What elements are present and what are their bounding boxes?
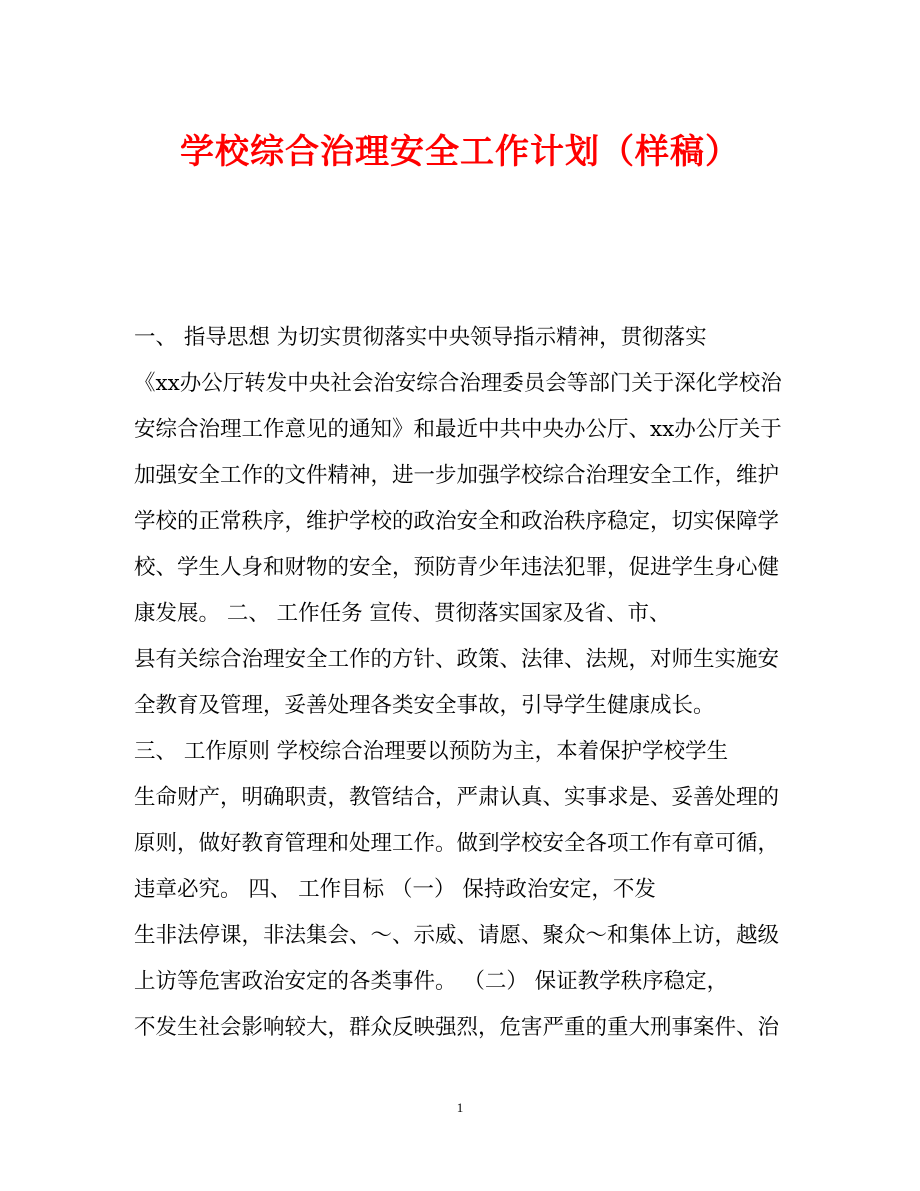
body-line: 全教育及管理，妥善处理各类安全事故，引导学生健康成长。 — [134, 693, 715, 718]
body-line: 生非法停课，非法集会、～、示威、请愿、聚众～和集体上访，越级 — [134, 923, 780, 948]
body-line: 生命财产，明确职责，教管结合，严肃认真、实事求是、妥善处理的 — [134, 785, 780, 810]
body-line: 违章必究。 四、 工作目标 （一） 保持政治安定，不发 — [134, 877, 656, 902]
body-line: 康发展。 二、 工作任务 宣传、贯彻落实国家及省、市、 — [134, 601, 671, 626]
body-line: 安综合治理工作意见的通知》和最近中共中央办公厅、xx办公厅关于 — [134, 417, 782, 442]
body-line: 县有关综合治理安全工作的方针、政策、法律、法规，对师生实施安 — [134, 647, 780, 672]
body-line: 原则，做好教育管理和处理工作。做到学校安全各项工作有章可循， — [134, 831, 780, 856]
document-title: 学校综合治理安全工作计划（样稿） — [180, 132, 740, 172]
body-line: 不发生社会影响较大，群众反映强烈，危害严重的重大刑事案件、治 — [134, 1015, 780, 1040]
body-line: 一、 指导思想 为切实贯彻落实中央领导指示精神，贯彻落实 — [134, 325, 707, 350]
page-number: 1 — [456, 1100, 464, 1115]
body-line: 校、学生人身和财物的安全，预防青少年违法犯罪，促进学生身心健 — [134, 555, 780, 580]
body-line: 加强安全工作的文件精神，进一步加强学校综合治理安全工作，维护 — [134, 463, 780, 488]
body-line: 《xx办公厅转发中央社会治安综合治理委员会等部门关于深化学校治 — [134, 371, 782, 396]
body-line: 学校的正常秩序，维护学校的政治安全和政治秩序稳定，切实保障学 — [134, 509, 780, 534]
document-body — [134, 315, 790, 1051]
body-line: 三、 工作原则 学校综合治理要以预防为主，本着保护学校学生 — [134, 739, 729, 764]
body-line: 上访等危害政治安定的各类事件。 （二） 保证教学秩序稳定， — [134, 969, 729, 994]
